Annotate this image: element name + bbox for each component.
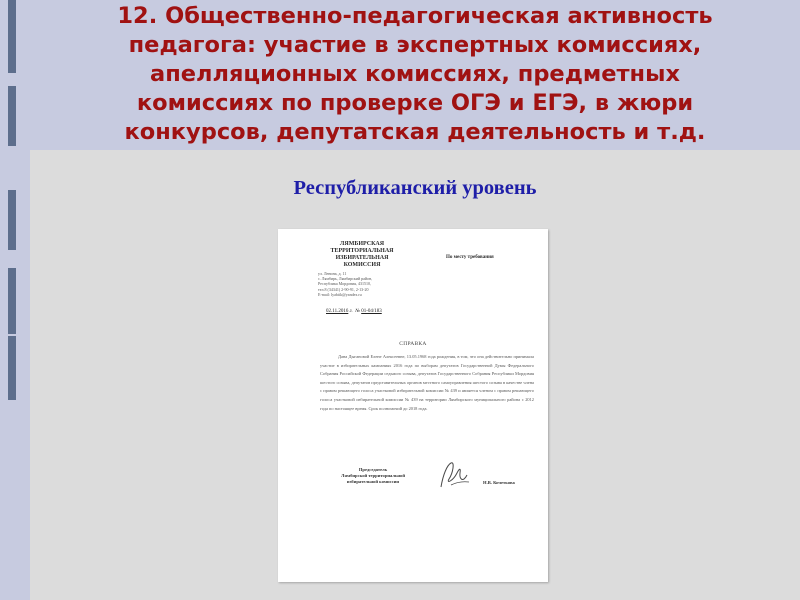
slide-title-line: апелляционных комиссиях, предметных <box>150 61 680 87</box>
org-info-line: Республика Мордовия, 431510, <box>318 281 371 287</box>
org-info-line: ул. Ленина, д. 11 <box>318 271 347 276</box>
document-date-suffix: г. <box>349 309 353 314</box>
decorative-bar <box>8 86 16 146</box>
signatory-title <box>326 467 420 485</box>
decorative-bar <box>8 336 16 400</box>
org-info-line: с. Лямбирь, Лямбирский район, <box>318 276 373 282</box>
org-name-line: ЛЯМБИРСКАЯ <box>339 241 385 247</box>
document-number: 01-04/183 <box>361 309 382 314</box>
signatory-line: Лямбирской территориальной <box>341 473 405 478</box>
slide-title-line: 12. Общественно-педагогическая активность <box>117 3 713 29</box>
slide-body <box>30 150 800 600</box>
certificate-document <box>278 229 548 582</box>
decorative-bar <box>8 0 16 73</box>
org-name-line: ИЗБИРАТЕЛЬНАЯ <box>335 255 389 261</box>
slide-header <box>30 0 800 150</box>
slide-subtitle: Республиканский уровень <box>293 177 537 199</box>
signer-name: Н.В. Кочеткова <box>483 480 515 485</box>
org-info-line: тел.8 (34341) 2-90-91, 2-13-20 <box>318 286 369 292</box>
signatory-line: избирательной комиссии <box>346 479 400 484</box>
org-name <box>314 241 410 269</box>
slide-title-line: педагога: участие в экспертных комиссиях, <box>128 32 702 58</box>
slide-title-line: конкурсов, депутатская деятельность и т.д. <box>124 119 706 145</box>
decorative-bar <box>8 190 16 250</box>
document-date: 02.11.2016 <box>326 309 349 314</box>
org-info-line: E-mail: lyabtik@yandex.ru <box>318 291 362 297</box>
document-body-text: Дана Дыгановой Елене Алексеевне, 13.05.1968 года рождения, в том, что она действительно принимала участие в избирательных кампаниях 2016 года по выборам депутатов Государственной Думы Федерального Собрания Российской Федерации седьмого созыва, депутатов Государственного Собрания Республики Мордовия шестого созыва, депутатов представительных органов местного самоуправления шестого созыва в качестве члена с правом решающего голоса участковой избирательной комиссии № 439 и является членом с правом решающего голоса участковой избирательной комиссии № 439 на территории Лямбирского муниципального района с 2012 года по настоящее время. Срок полномочий до 2018 года. <box>320 354 534 411</box>
org-contact-info <box>318 271 408 297</box>
document-date-number <box>326 309 382 314</box>
slide-title <box>30 2 800 147</box>
decorative-bar <box>8 268 16 334</box>
handwritten-signature <box>433 457 473 493</box>
org-name-line: КОМИССИЯ <box>343 262 381 268</box>
org-name-line: ТЕРРИТОРИАЛЬНАЯ <box>330 248 394 254</box>
signatory-line: Председатель <box>358 467 388 472</box>
slide-title-line: комиссиях по проверке ОГЭ и ЕГЭ, в жюри <box>136 90 694 116</box>
document-destination: По месту требования <box>446 255 494 260</box>
document-number-prefix: № <box>355 309 360 314</box>
document-heading: СПРАВКА <box>399 341 427 347</box>
